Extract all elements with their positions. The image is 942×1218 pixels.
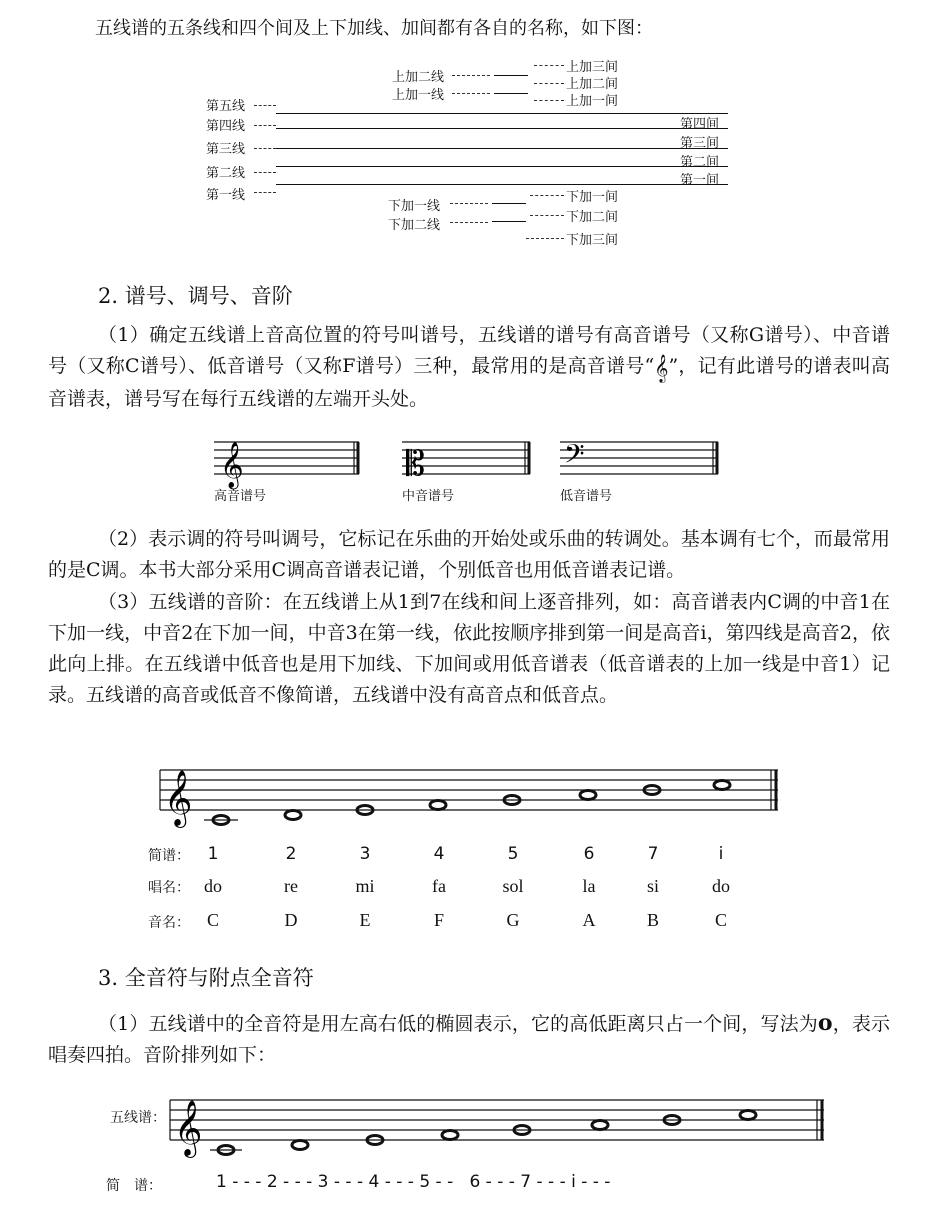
section-2-paragraph-2: （2）表示调的符号叫调号，它标记在乐曲的开始处或乐曲的转调处。基本调有七个，而最常用的是C调。本书大部分采用C调高音谱表记谱，个别低音也用低音谱表记谱。: [48, 528, 890, 581]
treble-clef-figure: [214, 428, 362, 488]
jianpu-cell: 7: [647, 844, 659, 864]
jianpu-cell: 4: [433, 844, 445, 864]
ledger-lower-2: [492, 221, 526, 222]
whole-note-staff: [170, 1090, 826, 1160]
label-upper-space-3: 上加三间: [566, 60, 619, 75]
staff-line-4: [276, 128, 728, 129]
treble-clef-label: 高音谱号: [214, 489, 267, 504]
bass-clef-label: 低音谱号: [560, 489, 613, 504]
staff-line-2: [276, 166, 728, 167]
changming-cell: mi: [355, 876, 375, 896]
section-2-paragraph-3: （3）五线谱的音阶：在五线谱上从1到7在线和间上逐音排列，如：高音谱表内C调的中音1在下加一线，中音2在下加一间，中音3在第一线，依此按顺序排到第一间是高音i，第四线是高音2，依此向上排。在五线谱中低音也是用下加线、下加间或用低音谱表（低音谱表的上加一线是中音1）记录。五线谱的高音或低音不像简谱，五线谱中没有高音点和低音点。: [48, 591, 890, 706]
staff-line-1: [276, 184, 728, 185]
treble-clef-icon: 𝄞: [220, 442, 244, 488]
ledger-upper-2: [494, 75, 528, 76]
ledger-lower-1: [492, 203, 526, 204]
scale-staff: [160, 760, 780, 840]
staff-line-3: [276, 148, 728, 149]
changming-cell: si: [646, 876, 660, 896]
label-line-1: 第一线: [206, 188, 246, 203]
label-space-2: 第二间: [680, 155, 720, 170]
row-label-jianpu: 简谱：: [148, 848, 190, 864]
section-3-title: 3. 全音符与附点全音符: [98, 966, 314, 990]
staff-line-5: [276, 113, 728, 114]
changming-cell: la: [582, 876, 596, 896]
label-upper-space-2: 上加二间: [566, 77, 619, 92]
jianpu-cell: 1: [207, 844, 219, 864]
label-upper-line-2: 上加二线: [392, 70, 445, 85]
label-space-3: 第三间: [680, 136, 720, 151]
label-line-3: 第三线: [206, 142, 246, 157]
intro-text: 五线谱的五条线和四个间及上下加线、加间都有各自的名称，如下图：: [95, 18, 653, 39]
treble-clef-icon: 𝄞: [164, 770, 193, 826]
jianpu-cell: 5: [507, 844, 519, 864]
label-space-4: 第四间: [680, 117, 720, 132]
yinming-cell: E: [359, 910, 371, 930]
label-upper-space-1: 上加一间: [566, 94, 619, 109]
whole-notes: [218, 1111, 756, 1155]
jianpu-cell: 6: [583, 844, 595, 864]
yinming-cell: C: [714, 910, 728, 930]
label-lower-space-2: 下加二间: [566, 210, 619, 225]
changming-cell: do: [712, 876, 730, 896]
row-label-changming: 唱名：: [148, 880, 190, 896]
ledger-upper-1: [494, 93, 528, 94]
label-lower-space-1: 下加一间: [566, 190, 619, 205]
section-3-paragraph-1: （1）五线谱中的全音符是用左高右低的椭圆表示，它的高低距离只占一个间，写法为o，表示唱奏四拍。音阶排列如下：: [48, 1010, 890, 1066]
label-line-5: 第五线: [206, 99, 246, 114]
section-2-title: 2. 谱号、调号、音阶: [98, 284, 293, 308]
yinming-cell: G: [506, 910, 520, 930]
label-upper-line-1: 上加一线: [392, 88, 445, 103]
changming-cell: re: [284, 876, 298, 896]
whole-notes: [213, 781, 730, 825]
yinming-cell: F: [433, 910, 445, 930]
label-lower-line-1: 下加一线: [388, 199, 441, 214]
jianpu-row-label: 简 谱：: [106, 1178, 162, 1194]
yinming-cell: C: [206, 910, 220, 930]
jianpu-cell: i: [718, 844, 724, 864]
treble-clef-inline-icon: 𝄞: [654, 354, 669, 382]
yinming-cell: B: [646, 910, 660, 930]
whole-note-inline-icon: o: [817, 1010, 833, 1036]
label-space-1: 第一间: [680, 173, 720, 188]
label-lower-line-2: 下加二线: [388, 218, 441, 233]
changming-cell: sol: [502, 876, 524, 896]
jianpu-cell: 2: [285, 844, 297, 864]
yinming-cell: D: [284, 910, 298, 930]
yinming-cell: A: [582, 910, 596, 930]
section-2-paragraph-1: （1）确定五线谱上音高位置的符号叫谱号，五线谱的谱号有高音谱号（又称G谱号）、中音谱号（又称C谱号）、低音谱号（又称F谱号）三种，最常用的是高音谱号“𝄞”，记有此谱号的谱表叫高音谱表，谱号写在每行五线谱的左端开头处。: [48, 324, 891, 410]
label-line-4: 第四线: [206, 119, 246, 134]
changming-cell: do: [204, 876, 222, 896]
alto-clef-label: 中音谱号: [402, 489, 455, 504]
alto-clef-icon: 𝄡: [406, 444, 425, 484]
alto-clef-figure: [402, 428, 532, 488]
label-line-2: 第二线: [206, 166, 246, 181]
treble-clef-icon: 𝄞: [174, 1100, 203, 1156]
jianpu-notation-line: 1 - - - 2 - - - 3 - - - 4 - - - 5 - - 6 - - - 7 - - - i - - -: [216, 1172, 611, 1192]
label-lower-space-3: 下加三间: [566, 233, 619, 248]
bass-clef-icon: 𝄢: [564, 438, 585, 476]
row-label-yinming: 音名：: [148, 915, 190, 931]
bass-clef-figure: [560, 428, 720, 488]
changming-cell: fa: [432, 876, 446, 896]
staff-row-label: 五线谱：: [110, 1110, 166, 1126]
jianpu-cell: 3: [359, 844, 371, 864]
